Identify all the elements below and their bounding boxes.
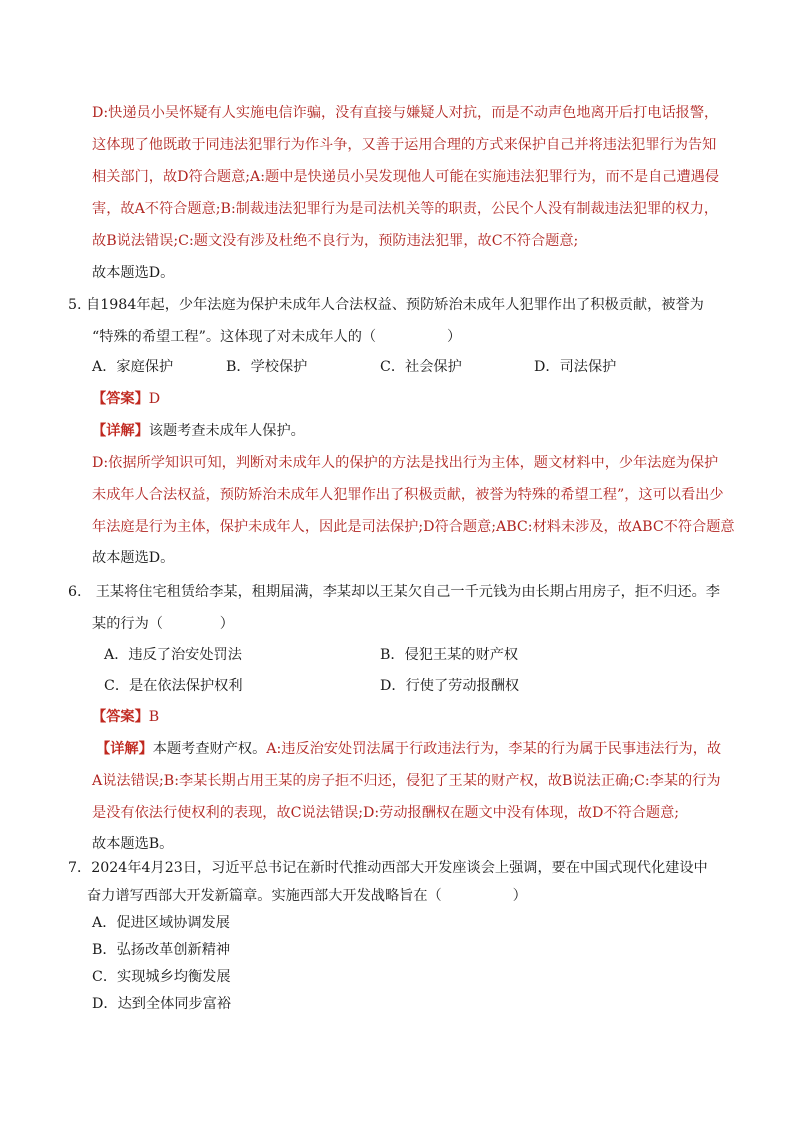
q5-option-c: C．社会保护 bbox=[380, 359, 462, 375]
q7-stem-line-1: 7．2024年4月23日，习近平总书记在新时代推动西部大开发座谈会上强调，要在中国式现代化建设中 bbox=[68, 860, 708, 876]
q4-explanation-line-5: 故B说法错误;C:题文没有涉及杜绝不良行为，预防违法犯罪，故C不符合题意; bbox=[92, 233, 579, 249]
q7-option-c: C．实现城乡均衡发展 bbox=[92, 969, 231, 985]
q6-answer-row bbox=[92, 707, 159, 727]
q5-option-a: A．家庭保护 bbox=[92, 359, 174, 375]
q5-explanation-line-1: D:依据所学知识可知，判断对未成年人的保护的方法是找出行为主体，题文材料中，少年法庭为保护 bbox=[92, 455, 719, 471]
q5-detail-row bbox=[92, 421, 305, 441]
q7-option-b: B．弘扬改革创新精神 bbox=[92, 942, 231, 958]
q6-option-a: A．违反了治安处罚法 bbox=[104, 647, 242, 663]
q6-answer-value: B bbox=[148, 709, 160, 725]
q6-explanation-line-2: A说法错误;B:李某长期占用王某的房子拒不归还，侵犯了王某的财产权，故B说法正确;C:李某的行为 bbox=[92, 773, 721, 789]
q6-detail-row bbox=[96, 739, 721, 759]
q4-explanation-line-2: 这体现了他既敢于同违法犯罪行为作斗争，又善于运用合理的方式来保护自己并将违法犯罪行为告知 bbox=[92, 137, 717, 153]
q5-stem-line-2: “特殊的希望工程”。这体现了对未成年人的（ ） bbox=[92, 329, 462, 345]
q7-option-a: A．促进区域协调发展 bbox=[92, 915, 230, 931]
q7-option-d: D．达到全体同步富裕 bbox=[92, 996, 232, 1012]
q4-explanation-line-3: 相关部门，故D符合题意;A:题中是快递员小吴发现他人可能在实施违法犯罪行为，而不是自己遭遇侵 bbox=[92, 169, 720, 185]
q7-stem-line-2: 奋力谱写西部大开发新篇章。实施西部大开发战略旨在（ ） bbox=[87, 888, 527, 904]
q6-option-d: D．行使了劳动报酬权 bbox=[380, 678, 520, 694]
q5-option-b: B．学校保护 bbox=[226, 359, 308, 375]
q4-explanation-line-1: D:快递员小吴怀疑有人实施电信诈骗，没有直接与嫌疑人对抗，而是不动声色地离开后打电话报警， bbox=[92, 105, 719, 121]
q6-explanation-line-3: 是没有依法行使权利的表现，故C说法错误;D:劳动报酬权在题文中没有体现，故D不符合题意; bbox=[92, 805, 680, 821]
q5-explanation-line-3: 年法庭是行为主体，保护未成年人，因此是司法保护;D符合题意;ABC:材料未涉及，故ABC不符合题意 bbox=[92, 519, 735, 535]
q5-answer-tag: 【答案】 bbox=[92, 391, 149, 407]
q6-explanation-line-1: A:违反治安处罚法属于行政违法行为，李某的行为属于民事违法行为，故 bbox=[266, 741, 722, 757]
q5-conclusion: 故本题选D。 bbox=[92, 550, 175, 566]
q6-conclusion: 故本题选B。 bbox=[92, 836, 174, 852]
q5-detail-tag: 【详解】 bbox=[92, 423, 149, 439]
q6-option-b: B．侵犯王某的财产权 bbox=[380, 647, 519, 663]
q4-conclusion: 故本题选D。 bbox=[92, 265, 175, 281]
q6-detail-tag: 【详解】 bbox=[96, 741, 153, 757]
q5-detail-intro: 该题考查未成年人保护。 bbox=[148, 423, 305, 439]
q6-answer-tag: 【答案】 bbox=[92, 709, 149, 725]
q5-explanation-line-2: 未成年人合法权益，预防矫治未成年人犯罪作出了积极贡献，被誉为特殊的希望工程”，这可以看出少 bbox=[92, 487, 724, 503]
q6-detail-intro: 本题考查财产权。 bbox=[152, 741, 267, 757]
q5-stem-line-1: 5. 自1984年起，少年法庭为保护未成年人合法权益、预防矫治未成年人犯罪作出了积极贡献，被誉为 bbox=[68, 297, 704, 313]
q5-answer-row bbox=[92, 389, 160, 409]
q6-stem-line-2: 某的行为（ ） bbox=[92, 616, 234, 632]
q6-option-c: C．是在依法保护权利 bbox=[104, 678, 243, 694]
q4-explanation-line-4: 害，故A不符合题意;B:制裁违法犯罪行为是司法机关等的职责，公民个人没有制裁违法犯罪的权力， bbox=[92, 201, 719, 217]
q5-option-d: D．司法保护 bbox=[534, 359, 617, 375]
q5-answer-value: D bbox=[148, 391, 161, 407]
q6-stem-line-1: 6. 王某将住宅租赁给李某，租期届满，李某却以王某欠自己一千元钱为由长期占用房子，拒不归还。李 bbox=[68, 584, 720, 600]
